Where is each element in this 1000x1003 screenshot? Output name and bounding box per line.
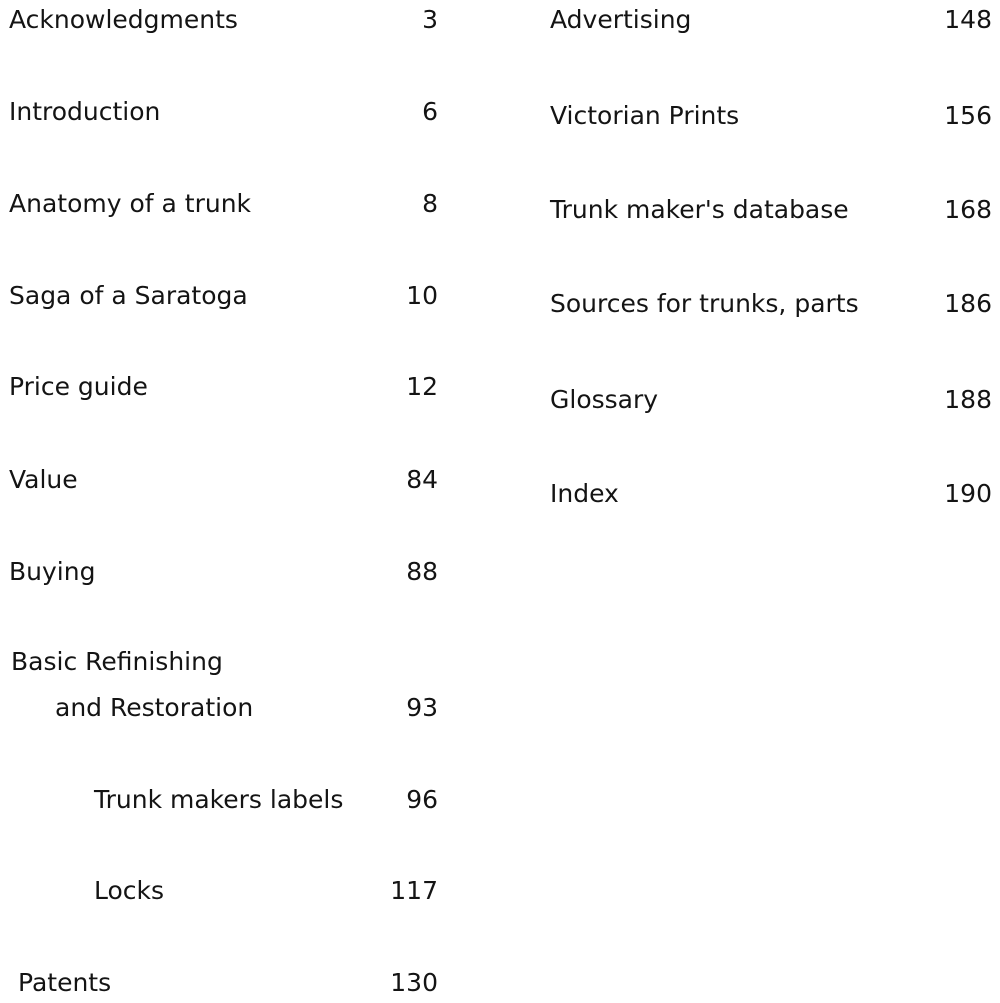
toc-entry-title: Index: [550, 479, 619, 508]
toc-entry-page: 93: [406, 693, 438, 722]
toc-entry-page: 190: [944, 479, 992, 508]
toc-entry-title: Introduction: [9, 97, 161, 126]
toc-entry-page: 3: [422, 5, 438, 34]
toc-entry-title: Anatomy of a trunk: [9, 189, 252, 218]
toc-entry-title: Victorian Prints: [550, 101, 740, 130]
toc-entry-title: Locks: [94, 876, 165, 905]
toc-entry-title: Sources for trunks, parts: [550, 289, 859, 318]
toc-entry-title: Buying: [9, 557, 96, 586]
toc-entry-page: 148: [944, 5, 992, 34]
toc-entry-page: 188: [944, 385, 992, 414]
toc-entry-page: 156: [944, 101, 992, 130]
toc-entry-title: Patents: [18, 968, 112, 997]
toc-entry-title: Value: [9, 465, 78, 494]
toc-entry-page: 12: [406, 372, 438, 401]
toc-entry-title-line2: and Restoration: [55, 693, 254, 722]
toc-entry-page: 168: [944, 195, 992, 224]
toc-entry-title: Price guide: [9, 372, 148, 401]
toc-entry-page: 186: [944, 289, 992, 318]
toc-entry-page: 6: [422, 97, 438, 126]
toc-entry-title: Advertising: [550, 5, 692, 34]
toc-entry-title: Trunk makers labels: [94, 785, 344, 814]
toc-entry-page: 96: [406, 785, 438, 814]
toc-entry-page: 84: [406, 465, 438, 494]
toc-entry-page: 117: [390, 876, 438, 905]
toc-entry-title: Saga of a Saratoga: [9, 281, 248, 310]
toc-entry-title: Basic Refinishing: [11, 647, 223, 676]
toc-entry-title: Acknowledgments: [9, 5, 238, 34]
toc-entry-title: Glossary: [550, 385, 659, 414]
toc-entry-page: 8: [422, 189, 438, 218]
toc-entry-page: 130: [390, 968, 438, 997]
toc-entry-page: 88: [406, 557, 438, 586]
toc-entry-title: Trunk maker's database: [550, 195, 849, 224]
toc-entry-page: 10: [406, 281, 438, 310]
